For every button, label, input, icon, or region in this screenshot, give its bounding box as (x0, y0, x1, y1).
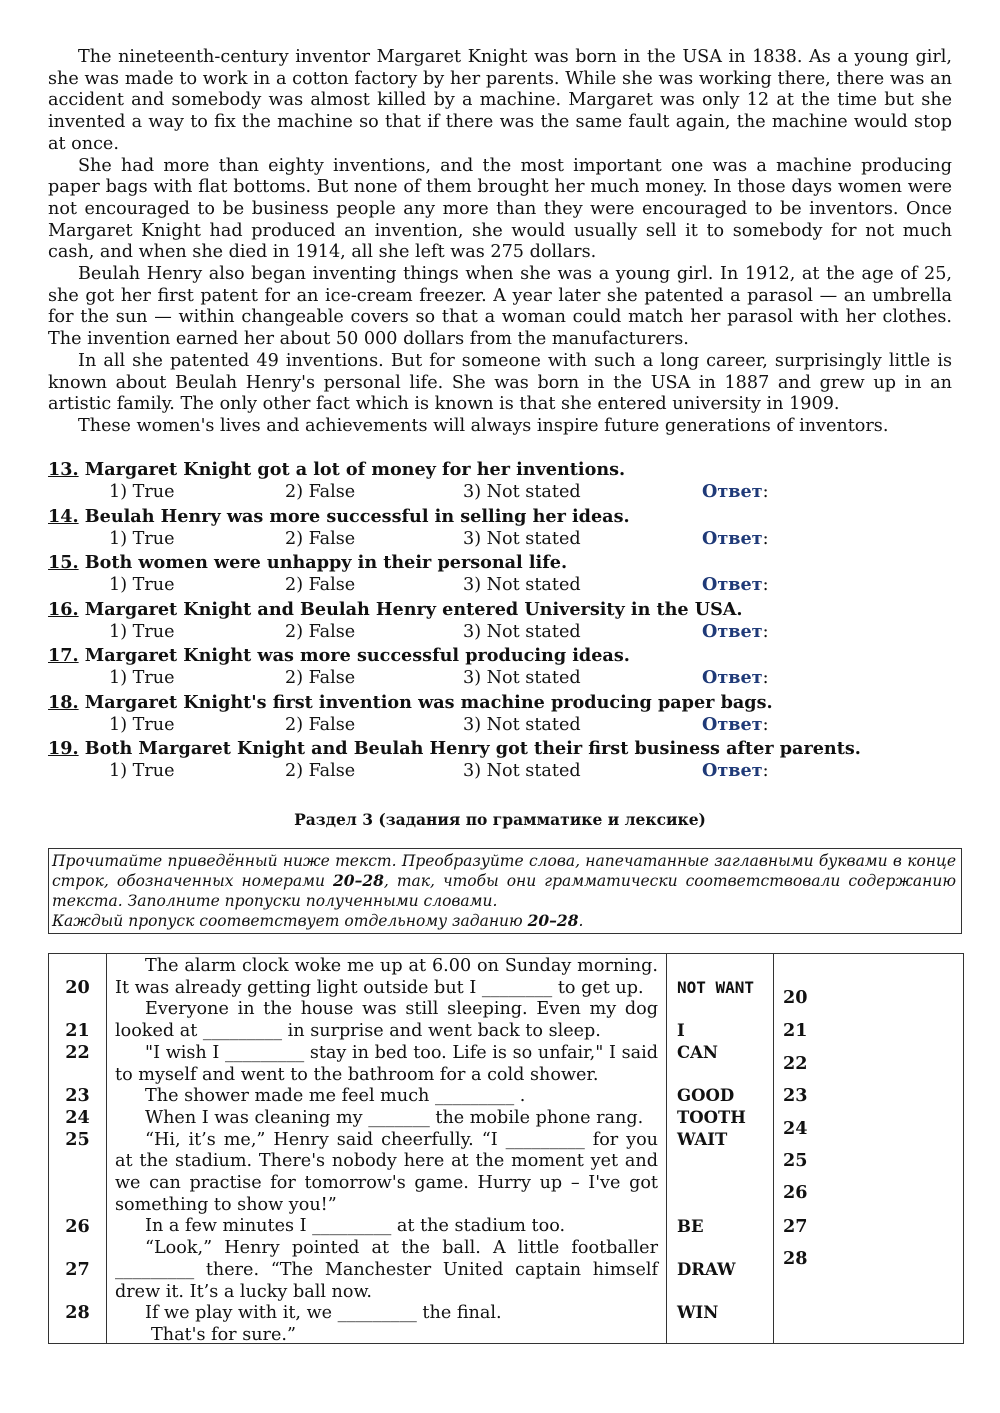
option-true[interactable]: 1) True (109, 668, 175, 688)
row-number: 28 (65, 1302, 90, 1323)
keyword: I (677, 1021, 685, 1040)
question-number: 17. (48, 645, 79, 666)
grammar-paragraph: The shower made me feel much _________ . (145, 1086, 526, 1107)
answer-slot[interactable]: 25 (783, 1150, 808, 1171)
keyword: TOOTH (677, 1108, 746, 1127)
option-false[interactable]: 2) False (285, 761, 356, 781)
question-text: Beulah Henry was more successful in selling her ideas. (84, 505, 630, 527)
grammar-paragraph: In a few minutes I _________ at the stadium too. (145, 1216, 566, 1237)
question-options (48, 760, 952, 782)
row-number: 25 (65, 1129, 90, 1150)
question-statement (48, 506, 630, 528)
option-false[interactable]: 2) False (285, 528, 356, 549)
reading-paragraph: The nineteenth-century inventor Margaret Knight was born in the USA in 1838. As a young girl, she was made to work in a cotton factory by her parents. While she was working there, there was an accident and somebody was almost killed by a machine. Margaret was only 12 at the time but she invented a way to fix the machine so that if there was the same fault again, the machine would stop at once. (48, 47, 952, 154)
question-statement (48, 599, 743, 621)
answer-slot[interactable]: 28 (783, 1248, 808, 1269)
answer-field[interactable]: Ответ: (702, 527, 769, 549)
row-number: 23 (65, 1085, 90, 1106)
option-true[interactable]: 1) True (109, 528, 175, 549)
grammar-table (48, 953, 964, 1344)
grammar-paragraph: The alarm clock woke me up at 6.00 on Sunday morning. It was already getting light outside but I ________ to get up. (115, 956, 658, 998)
option-not-stated[interactable]: 3) Not stated (463, 482, 581, 502)
task-range: 20–28 (333, 871, 384, 891)
answer-field[interactable]: Ответ: (702, 760, 769, 781)
grammar-paragraph: Everyone in the house was still sleeping. Even my dog looked at _________ in surprise and went back to sleep. (115, 999, 658, 1042)
reading-paragraph: She had more than eighty inventions, and the most important one was a machine producing paper bags with flat bottoms. But none of them brought her much money. In those days women were not encouraged to be business people any more than they were encouraged to be inventors. Once Margaret Knight had produced an invention, she would usually sell it to somebody for not much cash, and when she died in 1914, all she left was 275 dollars. (48, 155, 952, 263)
instruction-part: Каждый пропуск соответствует отдельному заданию (52, 911, 528, 930)
question-item (48, 599, 952, 646)
question-options (48, 528, 952, 550)
question-options (48, 714, 952, 736)
option-not-stated[interactable]: 3) Not stated (463, 621, 581, 642)
option-true[interactable]: 1) True (109, 761, 175, 781)
question-item (48, 645, 952, 692)
question-number: 16. (48, 598, 79, 620)
option-not-stated[interactable]: 3) Not stated (463, 575, 581, 595)
question-text: Margaret Knight was more successful producing ideas. (84, 645, 630, 666)
answer-field[interactable]: Ответ: (702, 667, 769, 688)
option-not-stated[interactable]: 3) Not stated (463, 761, 581, 781)
keyword: GOOD (677, 1086, 735, 1105)
option-true[interactable]: 1) True (109, 575, 175, 595)
instruction-part: , так, чтобы они грамматически соответствовали содержанию текста. Заполните пропуски полученными словами. (52, 872, 956, 910)
question-number: 15. (48, 552, 79, 573)
question-item (48, 506, 952, 553)
question-text: Both women were unhappy in their personal life. (84, 552, 568, 573)
answer-label: Ответ (702, 574, 763, 595)
instruction-box (48, 848, 962, 934)
answer-slot[interactable]: 24 (783, 1118, 808, 1139)
answer-label: Ответ (702, 713, 763, 735)
option-false[interactable]: 2) False (285, 621, 356, 642)
task-range: 20–28 (527, 910, 579, 930)
question-number: 14. (48, 505, 79, 527)
row-number: 20 (65, 977, 90, 998)
question-text: Margaret Knight's first invention was machine producing paper bags. (84, 691, 773, 713)
row-number: 26 (65, 1216, 90, 1237)
answer-slot[interactable]: 22 (783, 1053, 808, 1074)
section-title: Раздел 3 (задания по грамматике и лексике) (294, 810, 706, 829)
grammar-paragraph: “Look,” Henry pointed at the ball. A little footballer _________ there. “The Manchester United captain himself drew it. It’s a lucky ball now. (115, 1238, 658, 1302)
question-options (48, 481, 952, 503)
option-false[interactable]: 2) False (285, 714, 356, 735)
table-divider (773, 954, 774, 1343)
grammar-paragraph: That's for sure.” (151, 1324, 296, 1345)
answer-label: Ответ (702, 481, 763, 502)
option-false[interactable]: 2) False (285, 668, 356, 688)
row-number: 22 (65, 1042, 90, 1063)
question-options (48, 621, 952, 643)
keyword: BE (677, 1217, 704, 1236)
instruction-part: Прочитайте приведённый ниже текст. Преобразуйте слова, напечатанные заглавными буквами в конце строк, обозначенных номерами (52, 852, 956, 891)
question-text: Both Margaret Knight and Beulah Henry got their first business after parents. (84, 738, 861, 759)
question-number: 18. (48, 691, 79, 713)
answer-slot[interactable]: 21 (783, 1020, 808, 1041)
reading-paragraph: Beulah Henry also began inventing things when she was a young girl. In 1912, at the age of 25, she got her first patent for an ice-cream freezer. A year later she patented a parasol — an umbrella for the sun — within changeable covers so that a woman could match her parasol with her clothes. The invention earned her about 50 000 dollars from the manufacturers. (48, 264, 952, 350)
question-statement (48, 692, 773, 714)
option-true[interactable]: 1) True (109, 714, 175, 735)
option-not-stated[interactable]: 3) Not stated (463, 714, 581, 735)
answer-label: Ответ (702, 620, 763, 642)
option-true[interactable]: 1) True (109, 621, 175, 642)
question-item (48, 692, 952, 739)
answer-label: Ответ (702, 667, 763, 688)
question-item (48, 459, 952, 506)
answer-slot[interactable]: 20 (783, 987, 808, 1008)
option-true[interactable]: 1) True (109, 482, 175, 502)
option-false[interactable]: 2) False (285, 482, 356, 502)
keyword: NOT WANT (677, 978, 755, 997)
grammar-paragraph: If we play with it, we _________ the final. (145, 1303, 502, 1324)
answer-field[interactable]: Ответ: (702, 713, 769, 735)
question-options (48, 574, 952, 596)
question-statement (48, 738, 861, 760)
grammar-paragraph: “Hi, it’s me,” Henry said cheerfully. “I _________ for you at the stadium. There's nobody here at the moment yet and we can practise for tomorrow's game. Hurry up – I've got something to show you!” (115, 1129, 658, 1215)
row-number: 24 (65, 1107, 90, 1128)
answer-field[interactable]: Ответ: (702, 481, 769, 502)
question-statement (48, 645, 630, 667)
grammar-paragraph: "I wish I _________ stay in bed too. Life is so unfair," I said to myself and went to the bathroom for a cold shower. (115, 1042, 658, 1085)
option-not-stated[interactable]: 3) Not stated (463, 668, 581, 688)
reading-paragraph: In all she patented 49 inventions. But for someone with such a long career, surprisingly little is known about Beulah Henry's personal life. She was born in the USA in 1887 and grew up in an artistic family. The only other fact which is known is that she entered university in 1909. (48, 350, 952, 415)
row-number: 21 (65, 1020, 90, 1041)
reading-passage (48, 47, 952, 438)
grammar-paragraph: When I was cleaning my _______ the mobile phone rang. (145, 1107, 644, 1128)
instruction-part: . (578, 911, 584, 930)
question-item (48, 738, 952, 785)
option-false[interactable]: 2) False (285, 575, 356, 595)
keyword: CAN (677, 1043, 719, 1062)
question-options (48, 667, 952, 689)
question-statement (48, 459, 625, 481)
answer-slot[interactable]: 23 (783, 1085, 808, 1106)
answer-slot[interactable]: 26 (783, 1182, 808, 1203)
answer-slot[interactable]: 27 (783, 1216, 808, 1237)
answer-label: Ответ (702, 760, 763, 781)
answer-field[interactable]: Ответ: (702, 574, 769, 595)
question-number: 19. (48, 738, 79, 759)
answer-label: Ответ (702, 527, 763, 549)
question-number: 13. (48, 459, 79, 480)
question-statement (48, 552, 567, 574)
instruction-text (52, 911, 956, 931)
answer-field[interactable]: Ответ: (702, 620, 769, 642)
reading-paragraph: These women's lives and achievements will always inspire future generations of inventors. (78, 415, 889, 436)
row-number: 27 (65, 1259, 90, 1280)
table-divider (666, 954, 667, 1343)
question-text: Margaret Knight and Beulah Henry entered University in the USA. (84, 598, 743, 620)
question-item (48, 552, 952, 599)
keyword: DRAW (677, 1260, 736, 1279)
keyword: WIN (677, 1303, 719, 1322)
grammar-text (115, 956, 658, 1347)
question-list (48, 459, 952, 785)
table-divider (106, 954, 107, 1343)
keyword: WAIT (677, 1130, 728, 1149)
instruction-text (52, 852, 956, 911)
option-not-stated[interactable]: 3) Not stated (463, 528, 581, 549)
question-text: Margaret Knight got a lot of money for her inventions. (84, 459, 626, 480)
